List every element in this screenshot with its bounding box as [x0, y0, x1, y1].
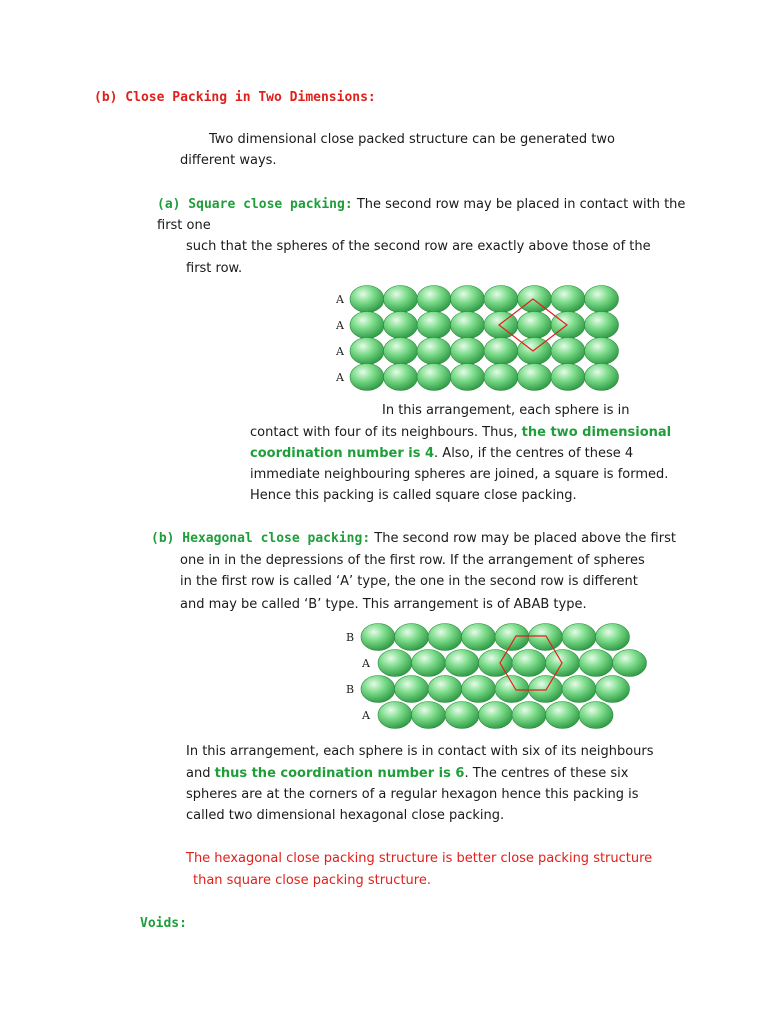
sphere — [361, 624, 395, 651]
voids-heading: Voids: — [140, 916, 187, 931]
sphere — [585, 364, 619, 391]
sphere — [350, 312, 384, 339]
square-line-1: The second row may be placed in contact with the — [356, 197, 686, 212]
sphere — [551, 286, 585, 313]
square-para-2b-highlight: the two dimensional — [521, 425, 672, 440]
sphere — [613, 650, 647, 677]
sphere — [384, 364, 418, 391]
hex-para-line-3: spheres are at the corners of a regular hexagon hence this packing is — [186, 787, 639, 802]
square-line-4: first row. — [186, 261, 243, 276]
sphere — [518, 286, 552, 313]
sphere — [462, 624, 496, 651]
sphere — [579, 650, 613, 677]
sphere — [512, 702, 546, 729]
sphere — [350, 364, 384, 391]
sphere — [562, 624, 596, 651]
sphere — [484, 364, 518, 391]
hex-para-2b-highlight: thus the coordination number is 6 — [214, 766, 465, 781]
sphere — [417, 364, 451, 391]
sphere — [495, 624, 529, 651]
sphere — [451, 286, 485, 313]
sphere — [451, 312, 485, 339]
sphere — [378, 702, 412, 729]
sphere — [546, 702, 580, 729]
hex-para-2a: and — [186, 766, 211, 781]
square-row-label: A — [336, 319, 344, 332]
sphere — [529, 676, 563, 703]
sphere — [585, 312, 619, 339]
sphere — [428, 676, 462, 703]
hex-row-label: B — [346, 683, 355, 696]
square-row-label: A — [336, 293, 344, 306]
square-para-line-5: Hence this packing is called square close packing. — [250, 488, 577, 503]
sphere — [518, 312, 552, 339]
square-line-3: such that the spheres of the second row are exactly above those of the — [186, 239, 651, 254]
sphere — [417, 338, 451, 365]
sphere — [512, 650, 546, 677]
square-para-3b: . Also, if the centres of these 4 — [434, 446, 634, 461]
square-row-label: A — [336, 371, 344, 384]
sphere — [384, 338, 418, 365]
sphere — [445, 702, 479, 729]
hex-line-4: and may be called ‘B’ type. This arrangement is of ABAB type. — [180, 597, 587, 612]
sphere — [585, 286, 619, 313]
square-packing-intro — [157, 197, 685, 213]
sphere — [384, 286, 418, 313]
sphere — [350, 338, 384, 365]
hex-para-line-2 — [186, 766, 628, 782]
sphere — [412, 702, 446, 729]
sphere — [529, 624, 563, 651]
square-packing-label: (a) Square close packing: — [157, 197, 353, 212]
conclusion-line-2: than square close packing structure. — [193, 873, 431, 888]
square-para-line-2 — [250, 425, 671, 441]
sphere — [484, 286, 518, 313]
sphere — [417, 312, 451, 339]
sphere — [462, 676, 496, 703]
sphere — [518, 364, 552, 391]
hex-para-line-1: In this arrangement, each sphere is in contact with six of its neighbours — [186, 744, 654, 759]
sphere — [484, 312, 518, 339]
hex-para-line-4: called two dimensional hexagonal close packing. — [186, 808, 505, 823]
square-para-line-3 — [250, 446, 633, 462]
sphere — [484, 338, 518, 365]
sphere — [451, 338, 485, 365]
sphere — [479, 650, 513, 677]
sphere — [495, 676, 529, 703]
hex-packing-label: (b) Hexagonal close packing: — [151, 531, 371, 546]
hexagonal-packing-figure — [340, 620, 650, 735]
hex-line-1: The second row may be placed above the first — [374, 531, 676, 546]
sphere — [585, 338, 619, 365]
hex-para-2c: . The centres of these six — [464, 766, 629, 781]
intro-line-1: Two dimensional close packed structure can be generated two — [209, 132, 615, 147]
sphere — [395, 624, 429, 651]
sphere — [445, 650, 479, 677]
square-para-2a: contact with four of its neighbours. Thus, — [250, 425, 518, 440]
sphere — [579, 702, 613, 729]
sphere — [412, 650, 446, 677]
sphere — [596, 676, 630, 703]
hex-row-label: A — [362, 709, 370, 722]
square-para-line-4: immediate neighbouring spheres are joined, a square is formed. — [250, 467, 669, 482]
square-para-line-1: In this arrangement, each sphere is in — [382, 403, 630, 418]
intro-line-2: different ways. — [180, 153, 277, 168]
hex-row-label: A — [362, 657, 370, 670]
sphere — [551, 312, 585, 339]
sphere — [479, 702, 513, 729]
sphere — [350, 286, 384, 313]
sphere — [596, 624, 630, 651]
sphere — [451, 364, 485, 391]
sphere — [562, 676, 596, 703]
section-heading: (b) Close Packing in Two Dimensions: — [94, 90, 376, 105]
sphere — [551, 338, 585, 365]
sphere — [384, 312, 418, 339]
hex-line-3: in the first row is called ‘A’ type, the one in the second row is different — [180, 574, 638, 589]
sphere — [518, 338, 552, 365]
sphere — [361, 676, 395, 703]
sphere — [551, 364, 585, 391]
hex-line-2: one in in the depressions of the first row. If the arrangement of spheres — [180, 553, 645, 568]
sphere — [395, 676, 429, 703]
sphere — [417, 286, 451, 313]
conclusion-line-1: The hexagonal close packing structure is better close packing structure — [186, 851, 653, 866]
sphere — [378, 650, 412, 677]
hex-row-label: B — [346, 631, 355, 644]
square-para-3a-highlight: coordination number is 4 — [250, 446, 435, 461]
square-row-label: A — [336, 345, 344, 358]
sphere — [428, 624, 462, 651]
square-packing-figure — [330, 282, 630, 397]
hex-packing-intro — [151, 531, 676, 547]
square-line-2: first one — [157, 218, 211, 233]
